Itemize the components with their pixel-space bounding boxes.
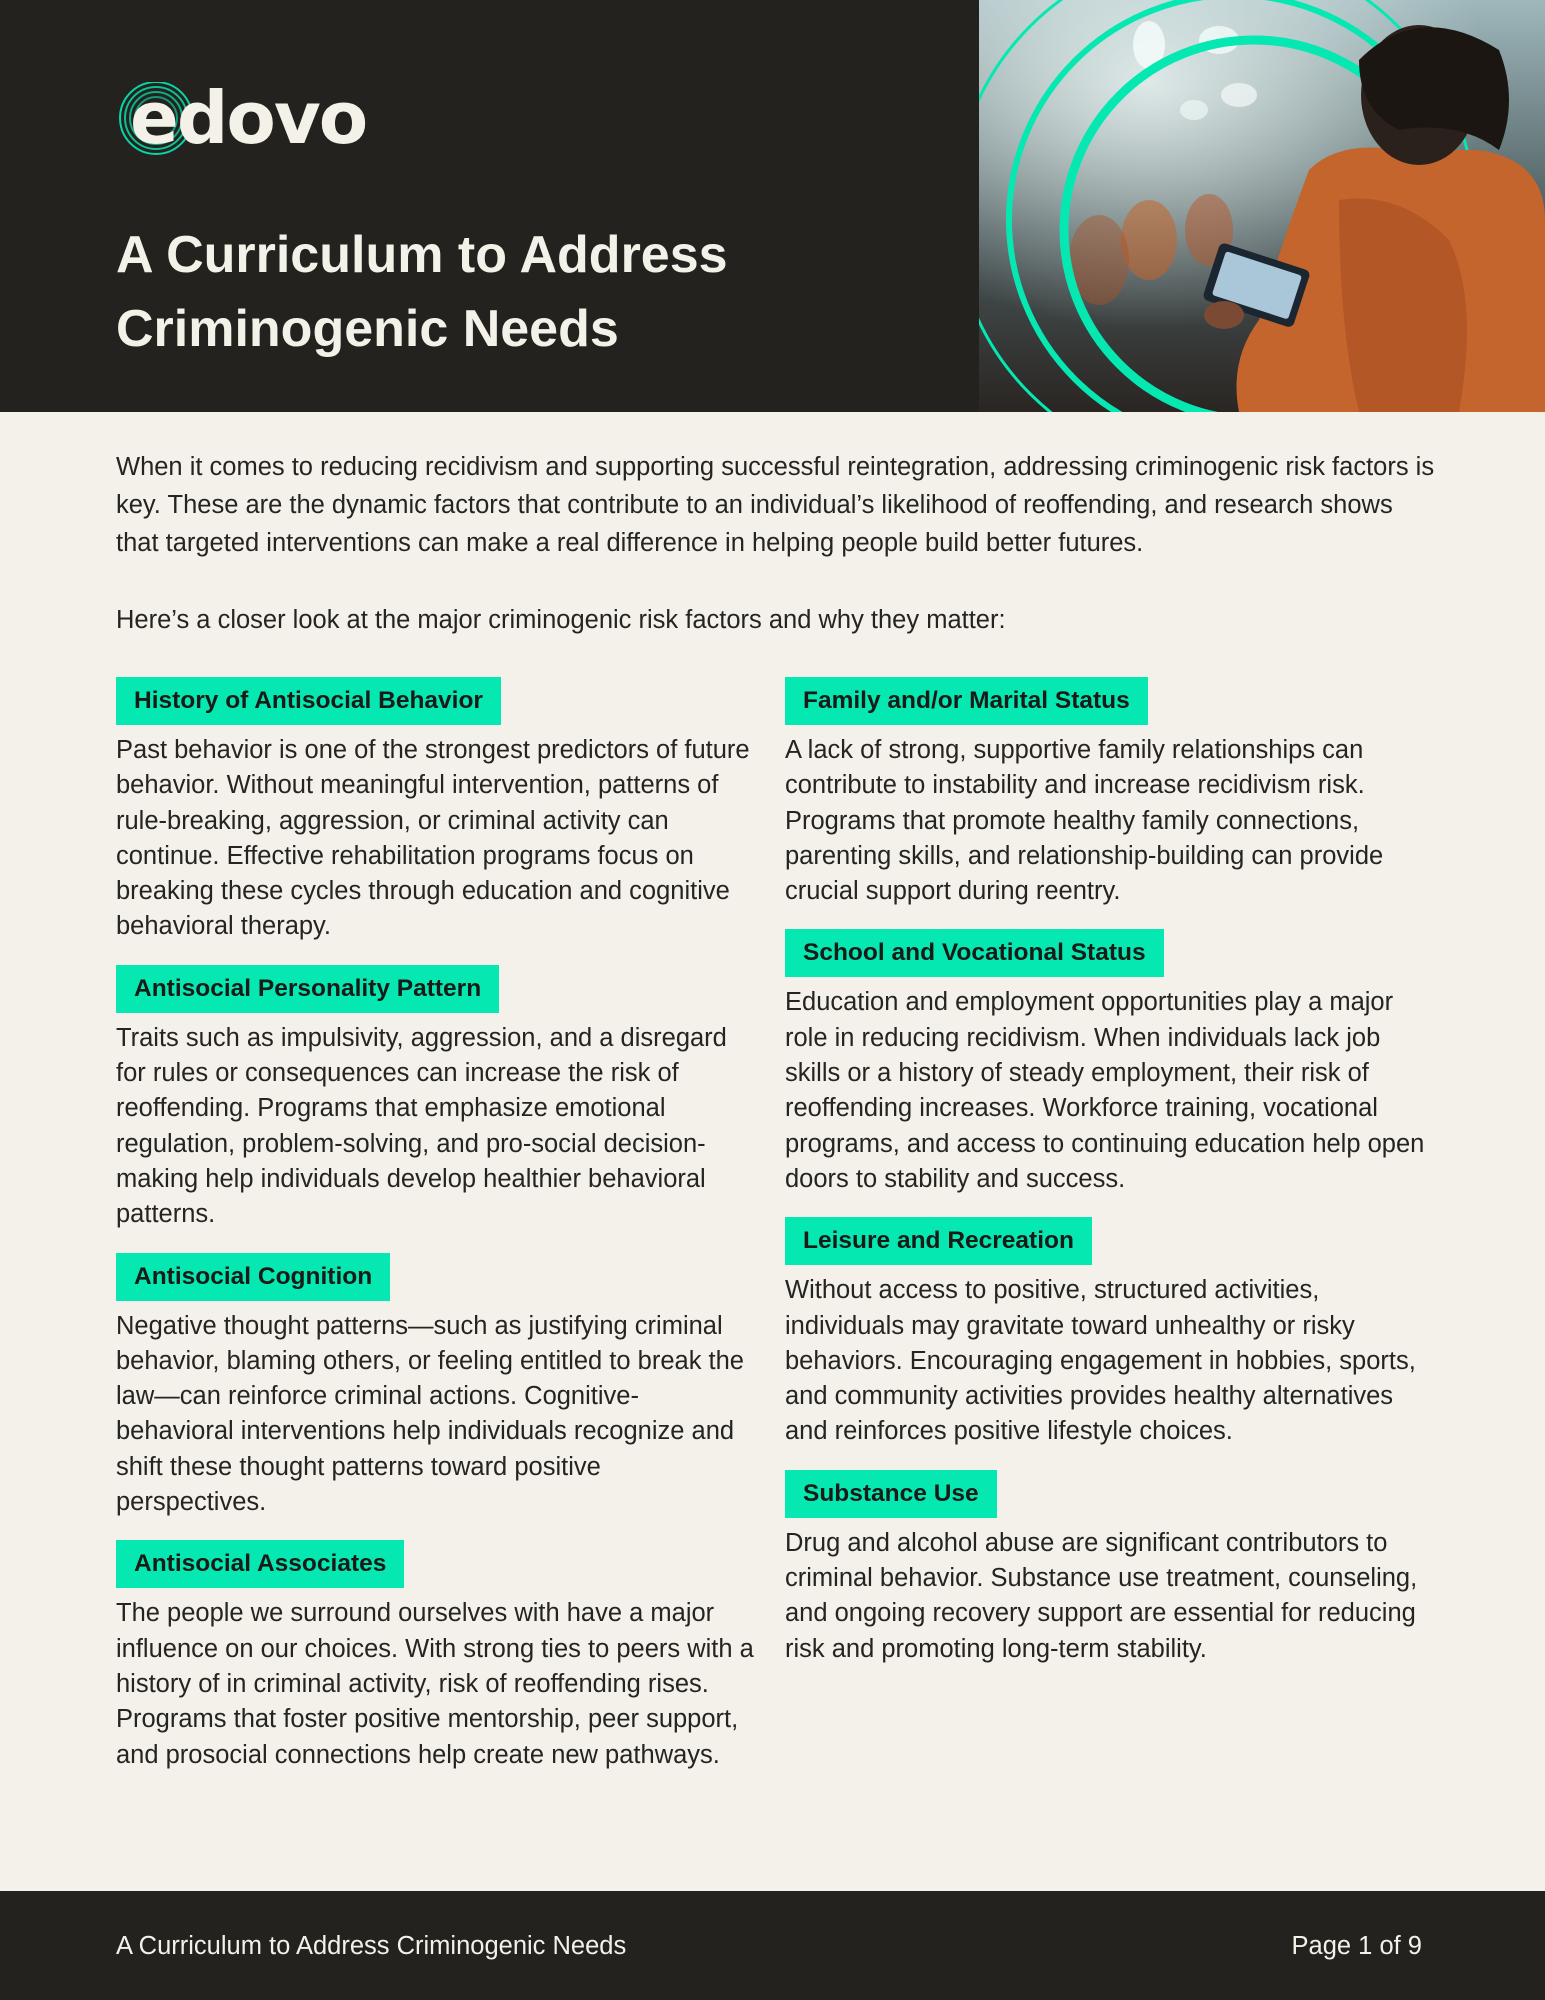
section-heading: Leisure and Recreation <box>785 1217 1092 1265</box>
section-body: A lack of strong, supportive family relationships can contribute to instability and increase recidivism risk. Programs that promote healthy family connections, parenting skills, and relationship-building can provide crucial support during reentry. <box>785 736 1384 906</box>
section-body: The people we surround ourselves with have a major influence on our choices. With strong ties to peers with a history of in criminal activity, risk of reoffending rises. Programs that foster positive mentorship, peer support, and prosocial connections help create new pathways. <box>116 1599 754 1769</box>
section-body: Drug and alcohol abuse are significant contributors to criminal behavior. Substance use treatment, counseling, and ongoing recovery support are essential for reducing risk and promoting long-term stability. <box>785 1528 1418 1663</box>
edovo-logo <box>116 76 376 162</box>
section-heading: Family and/or Marital Status <box>785 677 1148 725</box>
page-number: Page 1 of 9 <box>1291 1932 1422 1960</box>
lead-paragraph: Here’s a closer look at the major criminogenic risk factors and why they matter: <box>116 606 1006 634</box>
section-body: Past behavior is one of the strongest predictors of future behavior. Without meaningful intervention, patterns of rule-breaking, aggression, or criminal activity can continue. Effective rehabilitation programs focus on breaking these cycles through education and cognitive behavioral therapy. <box>116 736 750 941</box>
section-heading: Antisocial Cognition <box>116 1253 390 1301</box>
section-body: Education and employment opportunities play a major role in reducing recidivism. When individuals lack job skills or a history of steady employment, their risk of reoffending increases. Workforce training, vocational programs, and access to continuing education help open doors to stability and success. <box>785 988 1425 1193</box>
section-substance-use <box>785 1470 1425 1667</box>
footer-title: A Curriculum to Address Criminogenic Needs <box>116 1932 627 1960</box>
section-school-vocational-status <box>785 929 1425 1197</box>
section-family-marital-status <box>785 677 1425 909</box>
title-line-2: Criminogenic Needs <box>116 300 619 358</box>
section-antisocial-associates <box>116 1540 756 1772</box>
page-title <box>116 218 916 366</box>
header-banner <box>0 0 1545 412</box>
section-antisocial-cognition <box>116 1253 756 1521</box>
footer-bar <box>0 1891 1545 2000</box>
section-body: Traits such as impulsivity, aggression, and a disregard for rules or consequences can increase the risk of reoffending. Programs that emphasize emotional regulation, problem-solving, and pro-social decision-making help individuals develop healthier behavioral patterns. <box>116 1023 727 1229</box>
section-body: Negative thought patterns—such as justifying criminal behavior, blaming others, or feeling entitled to break the law—can reinforce criminal actions. Cognitive-behavioral interventions help individuals recognize and shift these thought patterns toward positive perspectives. <box>116 1311 744 1517</box>
left-column <box>116 677 756 1793</box>
section-body: Without access to positive, structured activities, individuals may gravitate toward unhealthy or risky behaviors. Encouraging engagement in hobbies, sports, and community activities provides healthy alternatives and reinforces positive lifestyle choices. <box>785 1276 1416 1446</box>
section-antisocial-personality <box>116 965 756 1233</box>
intro-paragraph: When it comes to reducing recidivism and supporting successful reintegration, addressing criminogenic risk factors is key. These are the dynamic factors that contribute to an individual’s likelihood of reoffending, and research shows that targeted interventions can make a real difference in helping people build better futures. <box>116 453 1435 557</box>
header-photo <box>979 0 1545 412</box>
section-leisure-recreation <box>785 1217 1425 1449</box>
section-heading: History of Antisocial Behavior <box>116 677 501 725</box>
logo-wordmark: edovo <box>130 76 367 160</box>
title-line-1: A Curriculum to Address <box>116 226 728 284</box>
section-heading: Antisocial Associates <box>116 1540 404 1588</box>
section-heading: School and Vocational Status <box>785 929 1164 977</box>
right-column <box>785 677 1425 1687</box>
section-history-antisocial-behavior <box>116 677 756 945</box>
section-heading: Antisocial Personality Pattern <box>116 965 499 1013</box>
section-heading: Substance Use <box>785 1470 997 1518</box>
